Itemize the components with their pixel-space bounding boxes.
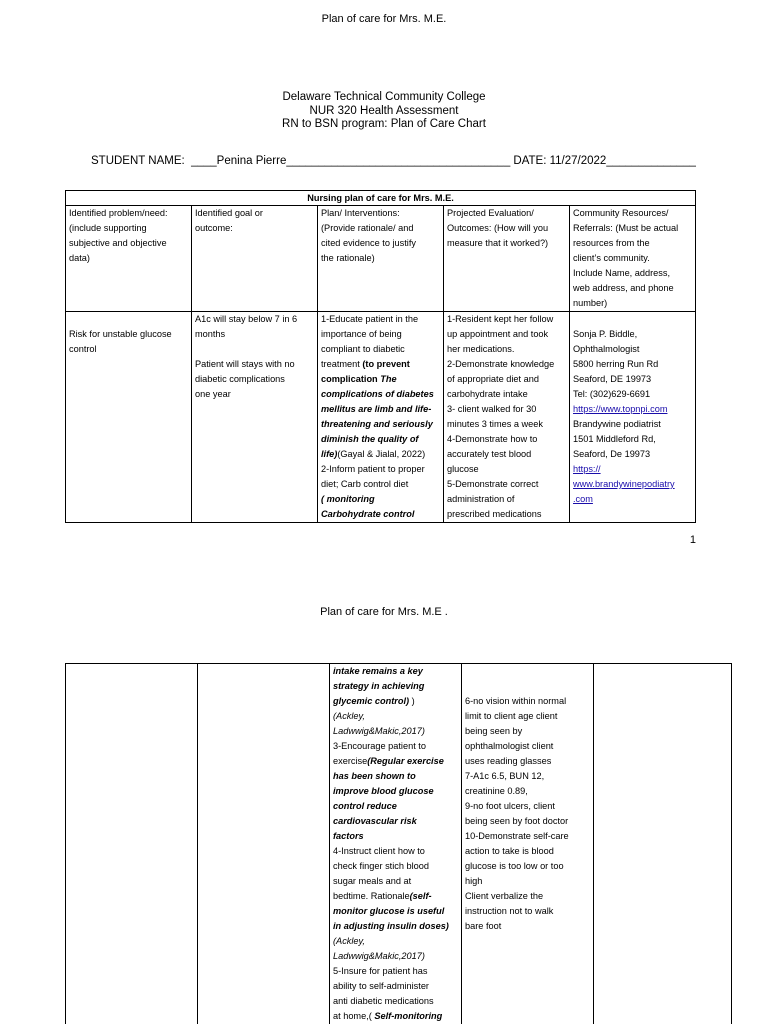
problem-cell (66, 664, 198, 1024)
table-title: Nursing plan of care for Mrs. M.E. (66, 191, 696, 206)
problem-cell: Risk for unstable glucose control (66, 312, 192, 523)
header-evaluation: Projected Evaluation/ Outcomes: (How will you measure that it worked?) (444, 206, 570, 312)
page-header: Plan of care for Mrs. M.E . (320, 606, 448, 618)
brandywine-link[interactable]: https:// (573, 464, 601, 474)
title-line: RN to BSN program: Plan of Care Chart (282, 118, 486, 130)
header-problem: Identified problem/need: (include supporting subjective and objective data) (66, 206, 192, 312)
topnpi-link[interactable]: https://www.topnpi.com (573, 404, 668, 414)
plan-cell: 1-Educate patient in the importance of being compliant to diabetic treatment (to prevent complication The complications of diabetes mellitus are limb and life- threatening and seriously diminish the quality of life)(Gayal & Jialal, 2022) 2-Inform patient to proper diet; Carb control diet ( monitoring Carbohydrate control (318, 312, 444, 523)
header-resources: Community Resources/ Referrals: (Must be actual resources from the client’s community. Include Name, address, web address, and phone number) (570, 206, 696, 312)
resources-cell (594, 664, 732, 1024)
resources-cell: Sonja P. Biddle, Ophthalmologist 5800 herring Run Rd Seaford, DE 19973 Tel: (302)629-6691 https://www.topnpi.com Brandywine podiatrist 1501 Middleford Rd, Seaford, De 19973 https:// www.brandywinepodiatry .com (570, 312, 696, 523)
header-plan: Plan/ Interventions: (Provide rationale/ and cited evidence to justify the rationale) (318, 206, 444, 312)
plan-cell: intake remains a key strategy in achieving glycemic control) ) (Ackley, Ladwwig&Makic,2017) 3-Encourage patient to exercise(Regular exercise has been shown to improve blood glucose control reduce cardiovascular risk factors 4-Instruct client how to check finger stich blood sugar meals and at bedtime. Rationale(self- monitor glucose is useful in adjusting insulin doses) (Ackley, Ladwwig&Makic,2017) 5-Insure for patient has ability to self-administer anti diabetic medications at home,( Self-monitoring (330, 664, 462, 1024)
page-header: Plan of care for Mrs. M.E. (321, 13, 447, 25)
title-line: NUR 320 Health Assessment (309, 104, 459, 117)
evaluation-cell: 1-Resident kept her follow up appointment and took her medications. 2-Demonstrate knowledge of appropriate diet and carbohydrate intake 3- client walked for 30 minutes 3 times a week 4-Demonstrate how to accurately test blood glucose 5-Demonstrate correct administration of prescribed medications (444, 312, 570, 523)
document-title (0, 91, 768, 132)
brandywine-link[interactable]: .com (573, 494, 593, 504)
care-plan-table-continued (65, 663, 732, 1024)
evaluation-cell: 6-no vision within normal limit to client age client being seen by ophthalmologist client uses reading glasses 7-A1c 6.5, BUN 12, creatinine 0.89, 9-no foot ulcers, client being seen by foot doctor 10-Demonstrate self-care action to take is blood glucose is too low or too high Client verbalize the instruction not to walk bare foot (462, 664, 594, 1024)
title-line: Delaware Technical Community College (282, 91, 486, 103)
page-number: 1 (689, 534, 696, 546)
care-plan-table (65, 190, 696, 523)
brandywine-link[interactable]: www.brandywinepodiatry (573, 479, 675, 489)
student-name-line: STUDENT NAME: ____Penina Pierre___________________________________ DATE: 11/27/2022______________ (91, 155, 696, 167)
header-goal: Identified goal or outcome: (192, 206, 318, 312)
goal-cell (198, 664, 330, 1024)
goal-cell: A1c will stay below 7 in 6 months Patient will stays with no diabetic complications one year (192, 312, 318, 523)
